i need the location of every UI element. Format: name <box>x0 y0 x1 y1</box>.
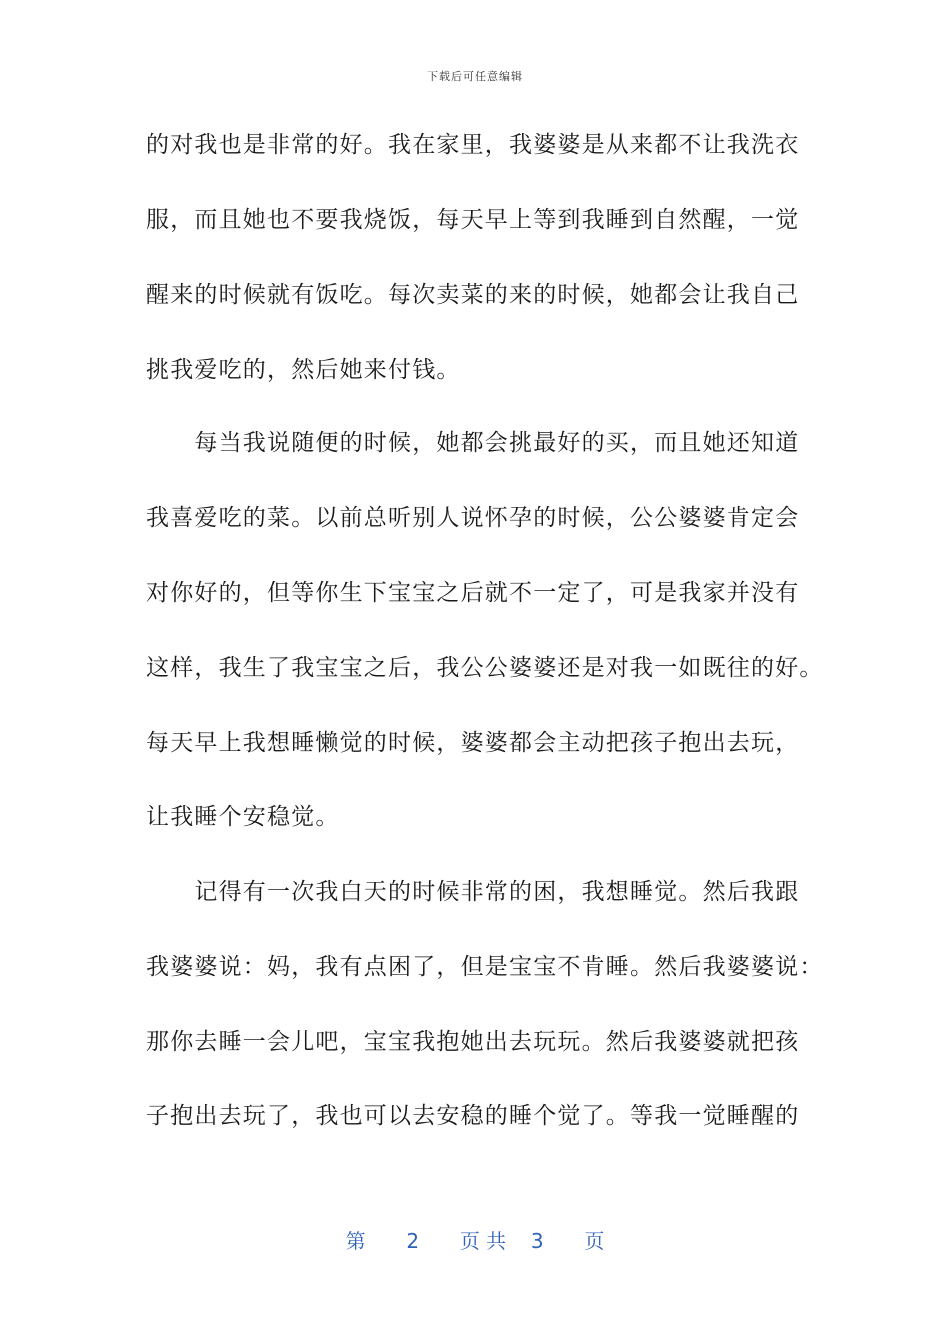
footer-middle: 页 共 <box>459 1229 507 1253</box>
body-line: 这样，我生了我宝宝之后，我公公婆婆还是对我一如既往的好。 <box>146 655 824 681</box>
footer-page-number: 2 <box>406 1229 420 1253</box>
body-line: 醒来的时候就有饭吃。每次卖菜的来的时候，她都会让我自己 <box>146 282 800 308</box>
footer-prefix: 第 <box>345 1229 366 1253</box>
body-line: 我喜爱吃的菜。以前总听别人说怀孕的时候，公公婆婆肯定会 <box>146 505 800 531</box>
body-line: 我婆婆说：妈，我有点困了，但是宝宝不肯睡。然后我婆婆说： <box>146 954 824 980</box>
body-line: 每天早上我想睡懒觉的时候，婆婆都会主动把孩子抱出去玩， <box>146 730 800 756</box>
body-line: 服，而且她也不要我烧饭，每天早上等到我睡到自然醒，一觉 <box>146 207 800 233</box>
body-line: 记得有一次我白天的时候非常的困，我想睡觉。然后我跟 <box>146 879 800 905</box>
body-line: 子抱出去玩了，我也可以去安稳的睡个觉了。等我一觉睡醒的 <box>146 1103 800 1129</box>
footer-total-pages: 3 <box>530 1229 544 1253</box>
body-line: 的对我也是非常的好。我在家里，我婆婆是从来都不让我洗衣 <box>146 132 800 158</box>
page-header: 下载后可任意编辑 <box>427 70 523 83</box>
footer-suffix: 页 <box>584 1229 605 1253</box>
page-footer <box>0 1225 950 1254</box>
body-line: 那你去睡一会儿吧，宝宝我抱她出去玩玩。然后我婆婆就把孩 <box>146 1029 800 1055</box>
body-line: 对你好的，但等你生下宝宝之后就不一定了，可是我家并没有 <box>146 580 800 606</box>
body-line: 每当我说随便的时候，她都会挑最好的买，而且她还知道 <box>146 430 800 456</box>
body-line: 让我睡个安稳觉。 <box>146 804 340 830</box>
body-line: 挑我爱吃的，然后她来付钱。 <box>146 357 461 383</box>
